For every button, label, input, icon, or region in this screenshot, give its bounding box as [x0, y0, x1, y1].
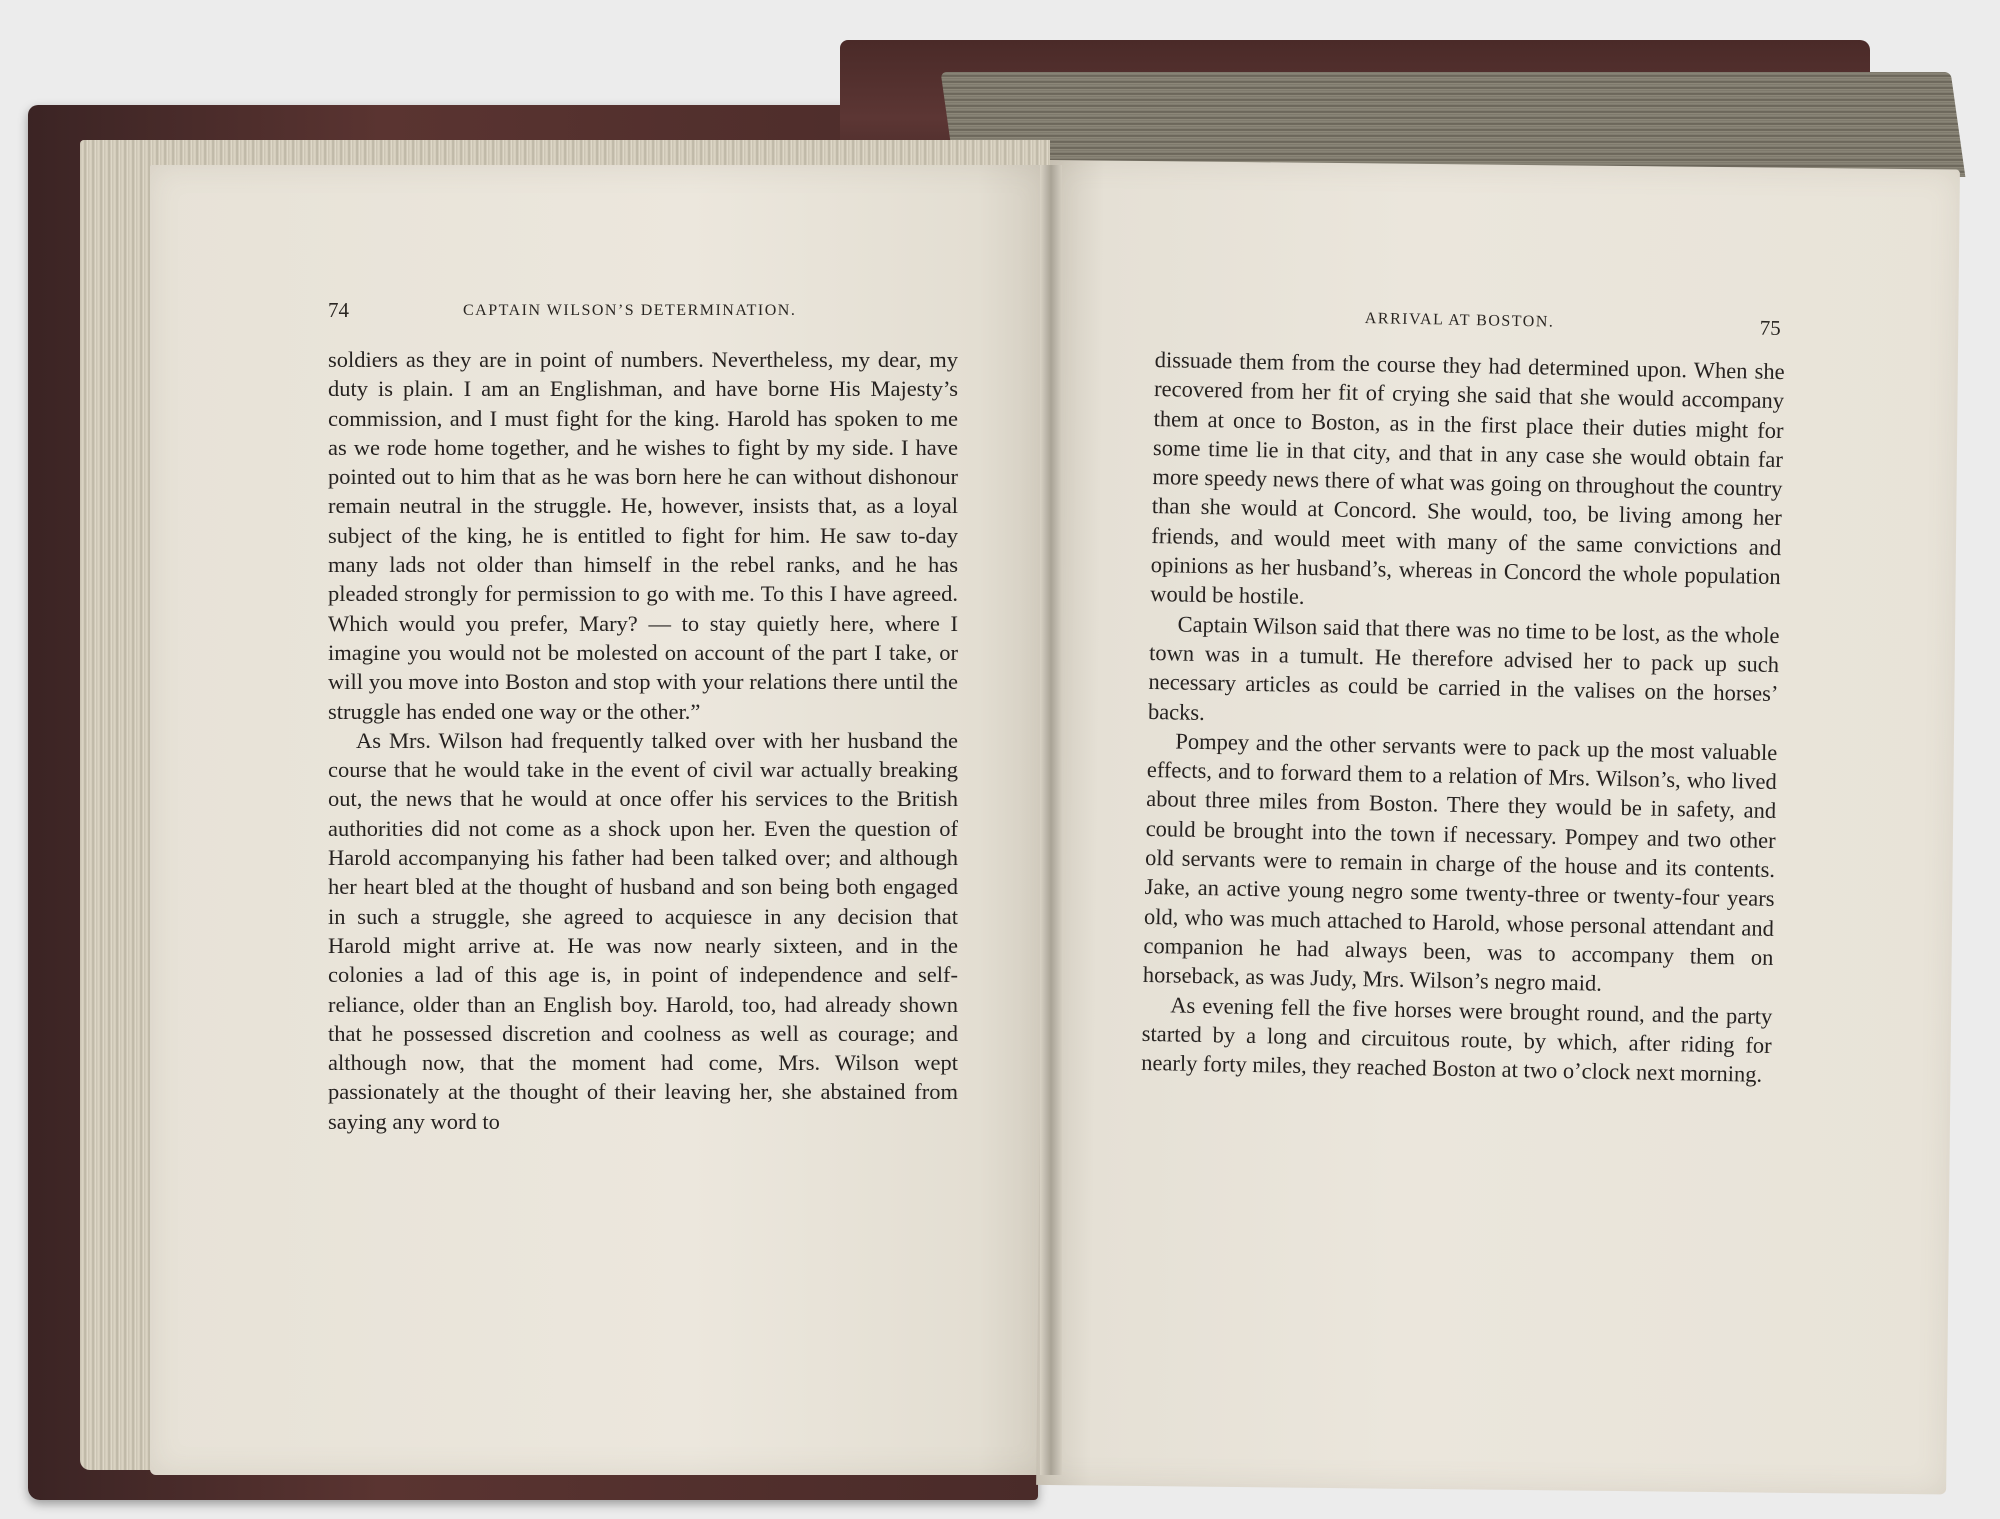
left-running-head: CAPTAIN WILSON’S DETERMINATION.: [463, 302, 797, 319]
left-page-header: [328, 298, 956, 332]
book-gutter: [1040, 165, 1062, 1475]
right-running-head: ARRIVAL AT BOSTON.: [1364, 310, 1555, 331]
right-page-text: [1141, 345, 1785, 1089]
right-paragraph-4: As evening fell the five horses were brought round, and the party started by a long and circuitous route, by which, after riding for nearly forty miles, they reached Boston at two o’clock next morning.: [1140, 991, 1773, 1087]
left-paragraph-1: soldiers as they are in point of numbers. Nevertheless, my dear, my duty is plain. I am an Englishman, and have borne His Majesty’s commission, and I must fight for the king. Harold has spoken to me as we rode home together, and he wishes to fight by my side. I have pointed out to him that as he was born here he can without dishonour remain neutral in the struggle. He, however, insists that, as a loyal subject of the king, he is entitled to fight for him. He saw to-day many lads not older than himself in the rebel ranks, and he has pleaded strongly for permission to go with me. To this I have agreed. Which would you prefer, Mary? — to stay quietly here, where I imagine you would not be molested on account of the part I take, or will you move into Boston and stop with your relations there until the struggle has ended one way or the other.”: [328, 347, 958, 724]
right-paragraph-1: dissuade them from the course they had determined upon. When she recovered from her fit of crying she said that she would accompany them at once to Boston, as in the first place their duties might for some time lie in that city, and that in any case she would obtain far more speedy news there of what was going on throughout the country than she would at Concord. She would, too, be living among her friends, and would meet with many of the same convictions and opinions as her husband’s, whereas in Concord the whole population would be hostile.: [1149, 346, 1785, 610]
right-paragraph-2: Captain Wilson said that there was no time to be lost, as the whole town was in a tumult. He therefore advised her to pack up such necessary articles as could be carried in the valises on the horses’ backs.: [1147, 611, 1780, 725]
right-paragraph-3: Pompey and the other servants were to pack up the most valuable effects, and to forward them to a relation of Mrs. Wilson’s, who lived about three miles from Boston. There they would be in safety, and could be brought into the town if necessary. Pompey and two other old servants were to remain in charge of the house and its contents. Jake, an active young negro some twenty-three or twenty-four years old, who was much attached to Harold, whose personal attendant and companion he had always been, was to accompany them on horseback, as was Judy, Mrs. Wilson’s negro maid.: [1142, 728, 1778, 996]
left-page-text: [328, 345, 958, 1136]
left-paragraph-2: As Mrs. Wilson had frequently talked over with her husband the course that he would take in the event of civil war actually breaking out, the news that he would at once offer his services to the British authorities did not come as a shock upon her. Even the question of Harold accompanying his father had been talked over; and although her heart bled at the thought of husband and son being both engaged in such a struggle, she agreed to acquiesce in any decision that Harold might arrive at. He was now nearly sixteen, and in the colonies a lad of this age is, in point of independence and self-reliance, older than an English boy. Harold, too, had already shown that he possessed discretion and coolness as well as courage; and although now, that the moment had come, Mrs. Wilson wept passionately at the thought of their leaving her, she abstained from saying any word to: [328, 727, 958, 1134]
right-page-number: 75: [1759, 315, 1781, 340]
left-page-number: 74: [328, 298, 349, 322]
